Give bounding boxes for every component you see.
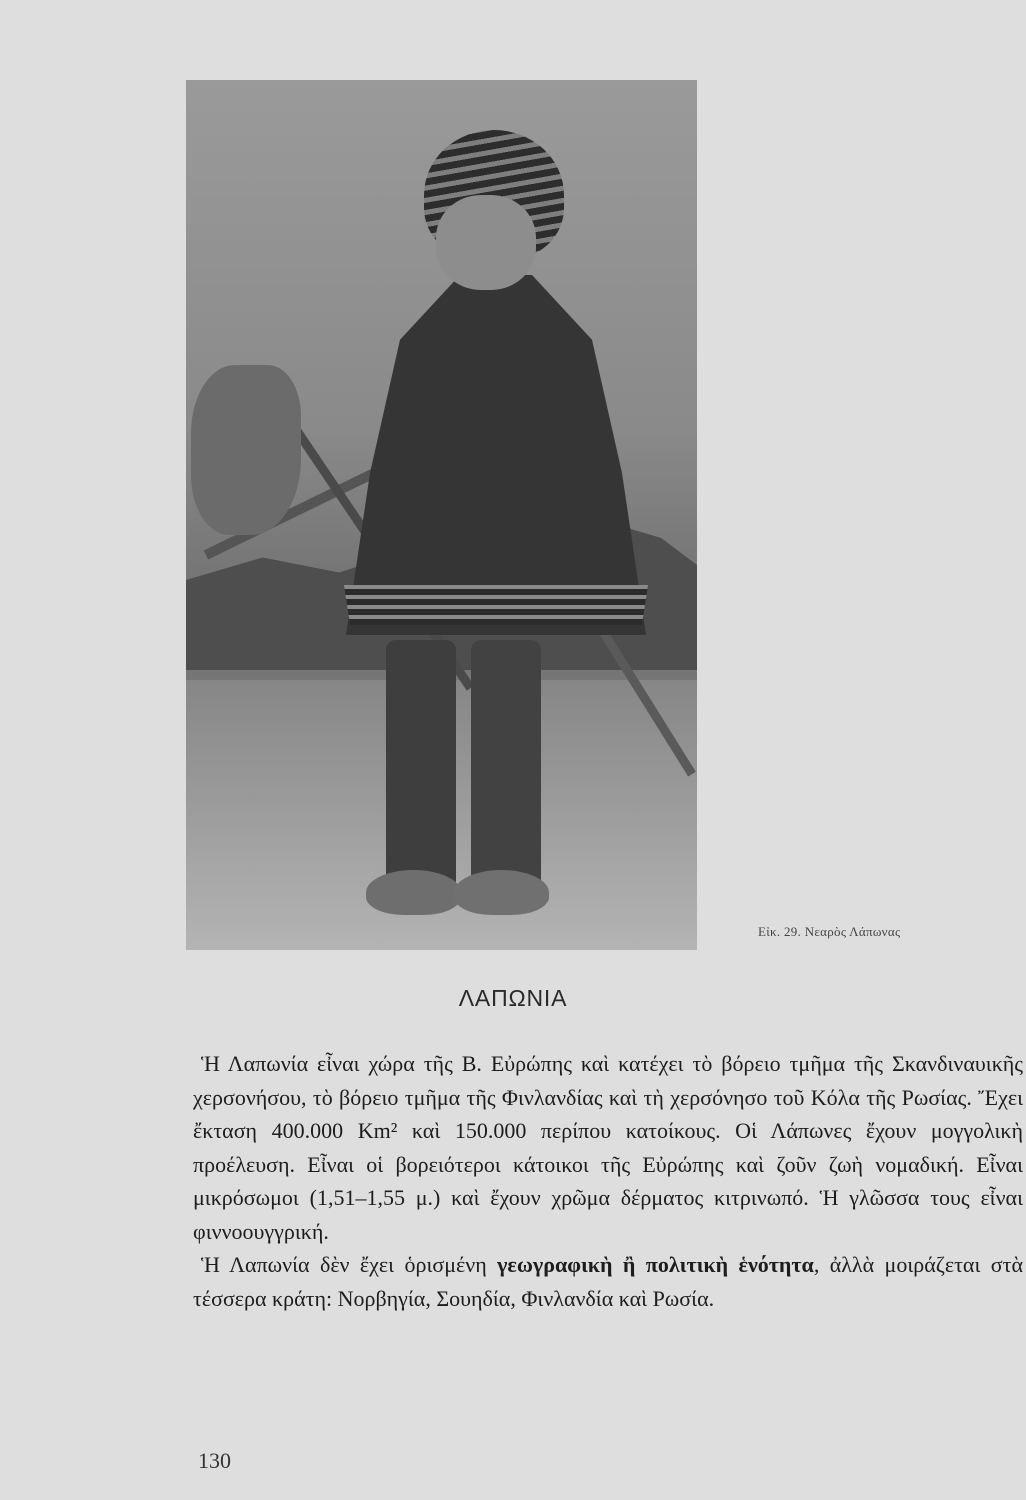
paragraph-2-bold: γεωγραφικὴ ἢ πολιτικὴ ἑνότητα [497, 1252, 814, 1277]
photo-child-face [436, 195, 536, 290]
page-number: 130 [198, 1448, 231, 1473]
photo-child-leg [471, 640, 541, 890]
photo-child-shoe [454, 870, 549, 915]
paragraph-2-end: , ἀλλὰ μοιράζεται στὰ τέσσερα κράτη: Νορβηγία, Σουηδία, Φινλανδία καὶ Ρωσία. [193, 1252, 1023, 1311]
paragraph-2 [193, 1248, 1023, 1315]
photo-child-coat [346, 275, 646, 635]
photo-coat-hem [344, 585, 648, 625]
figure-caption: Εἰκ. 29. Νεαρὸς Λάπωνας [758, 924, 901, 939]
paragraph-2-start: Ἡ Λαπωνία δὲν ἔχει ὁρισμένη [201, 1252, 498, 1277]
body-text [193, 1047, 1023, 1315]
photo-child-shoe [366, 870, 461, 915]
paragraph-1: Ἡ Λαπωνία εἶναι χώρα τῆς Β. Εὐρώπης καὶ κατέχει τὸ βόρειο τμῆμα τῆς Σκανδιναυικῆς χερσονήσου, τὸ βόρειο τμῆμα τῆς Φινλανδίας καὶ τὴ χερσόνησο τοῦ Κόλα τῆς Ρωσίας. Ἔχει ἔκταση 400.000 Km² καὶ 150.000 περίπου κατοίκους. Οἱ Λάπωνες ἔχουν μογγολικὴ προέλευση. Εἶναι οἱ βορειότεροι κάτοικοι τῆς Εὐρώπης καὶ ζοῦν ζωὴ νομαδική. Εἶναι μικρόσωμοι (1,51–1,55 μ.) καὶ ἔχουν χρῶμα δέρματος κιτρινωπό. Ἡ γλῶσσα τους εἶναι φιννοουγγρική. [193, 1051, 1023, 1244]
section-title: ΛΑΠΩΝΙΑ [458, 985, 568, 1011]
photo-animal-hide [191, 365, 301, 535]
photograph-young-lapp [186, 80, 697, 950]
photo-child-leg [386, 640, 456, 890]
